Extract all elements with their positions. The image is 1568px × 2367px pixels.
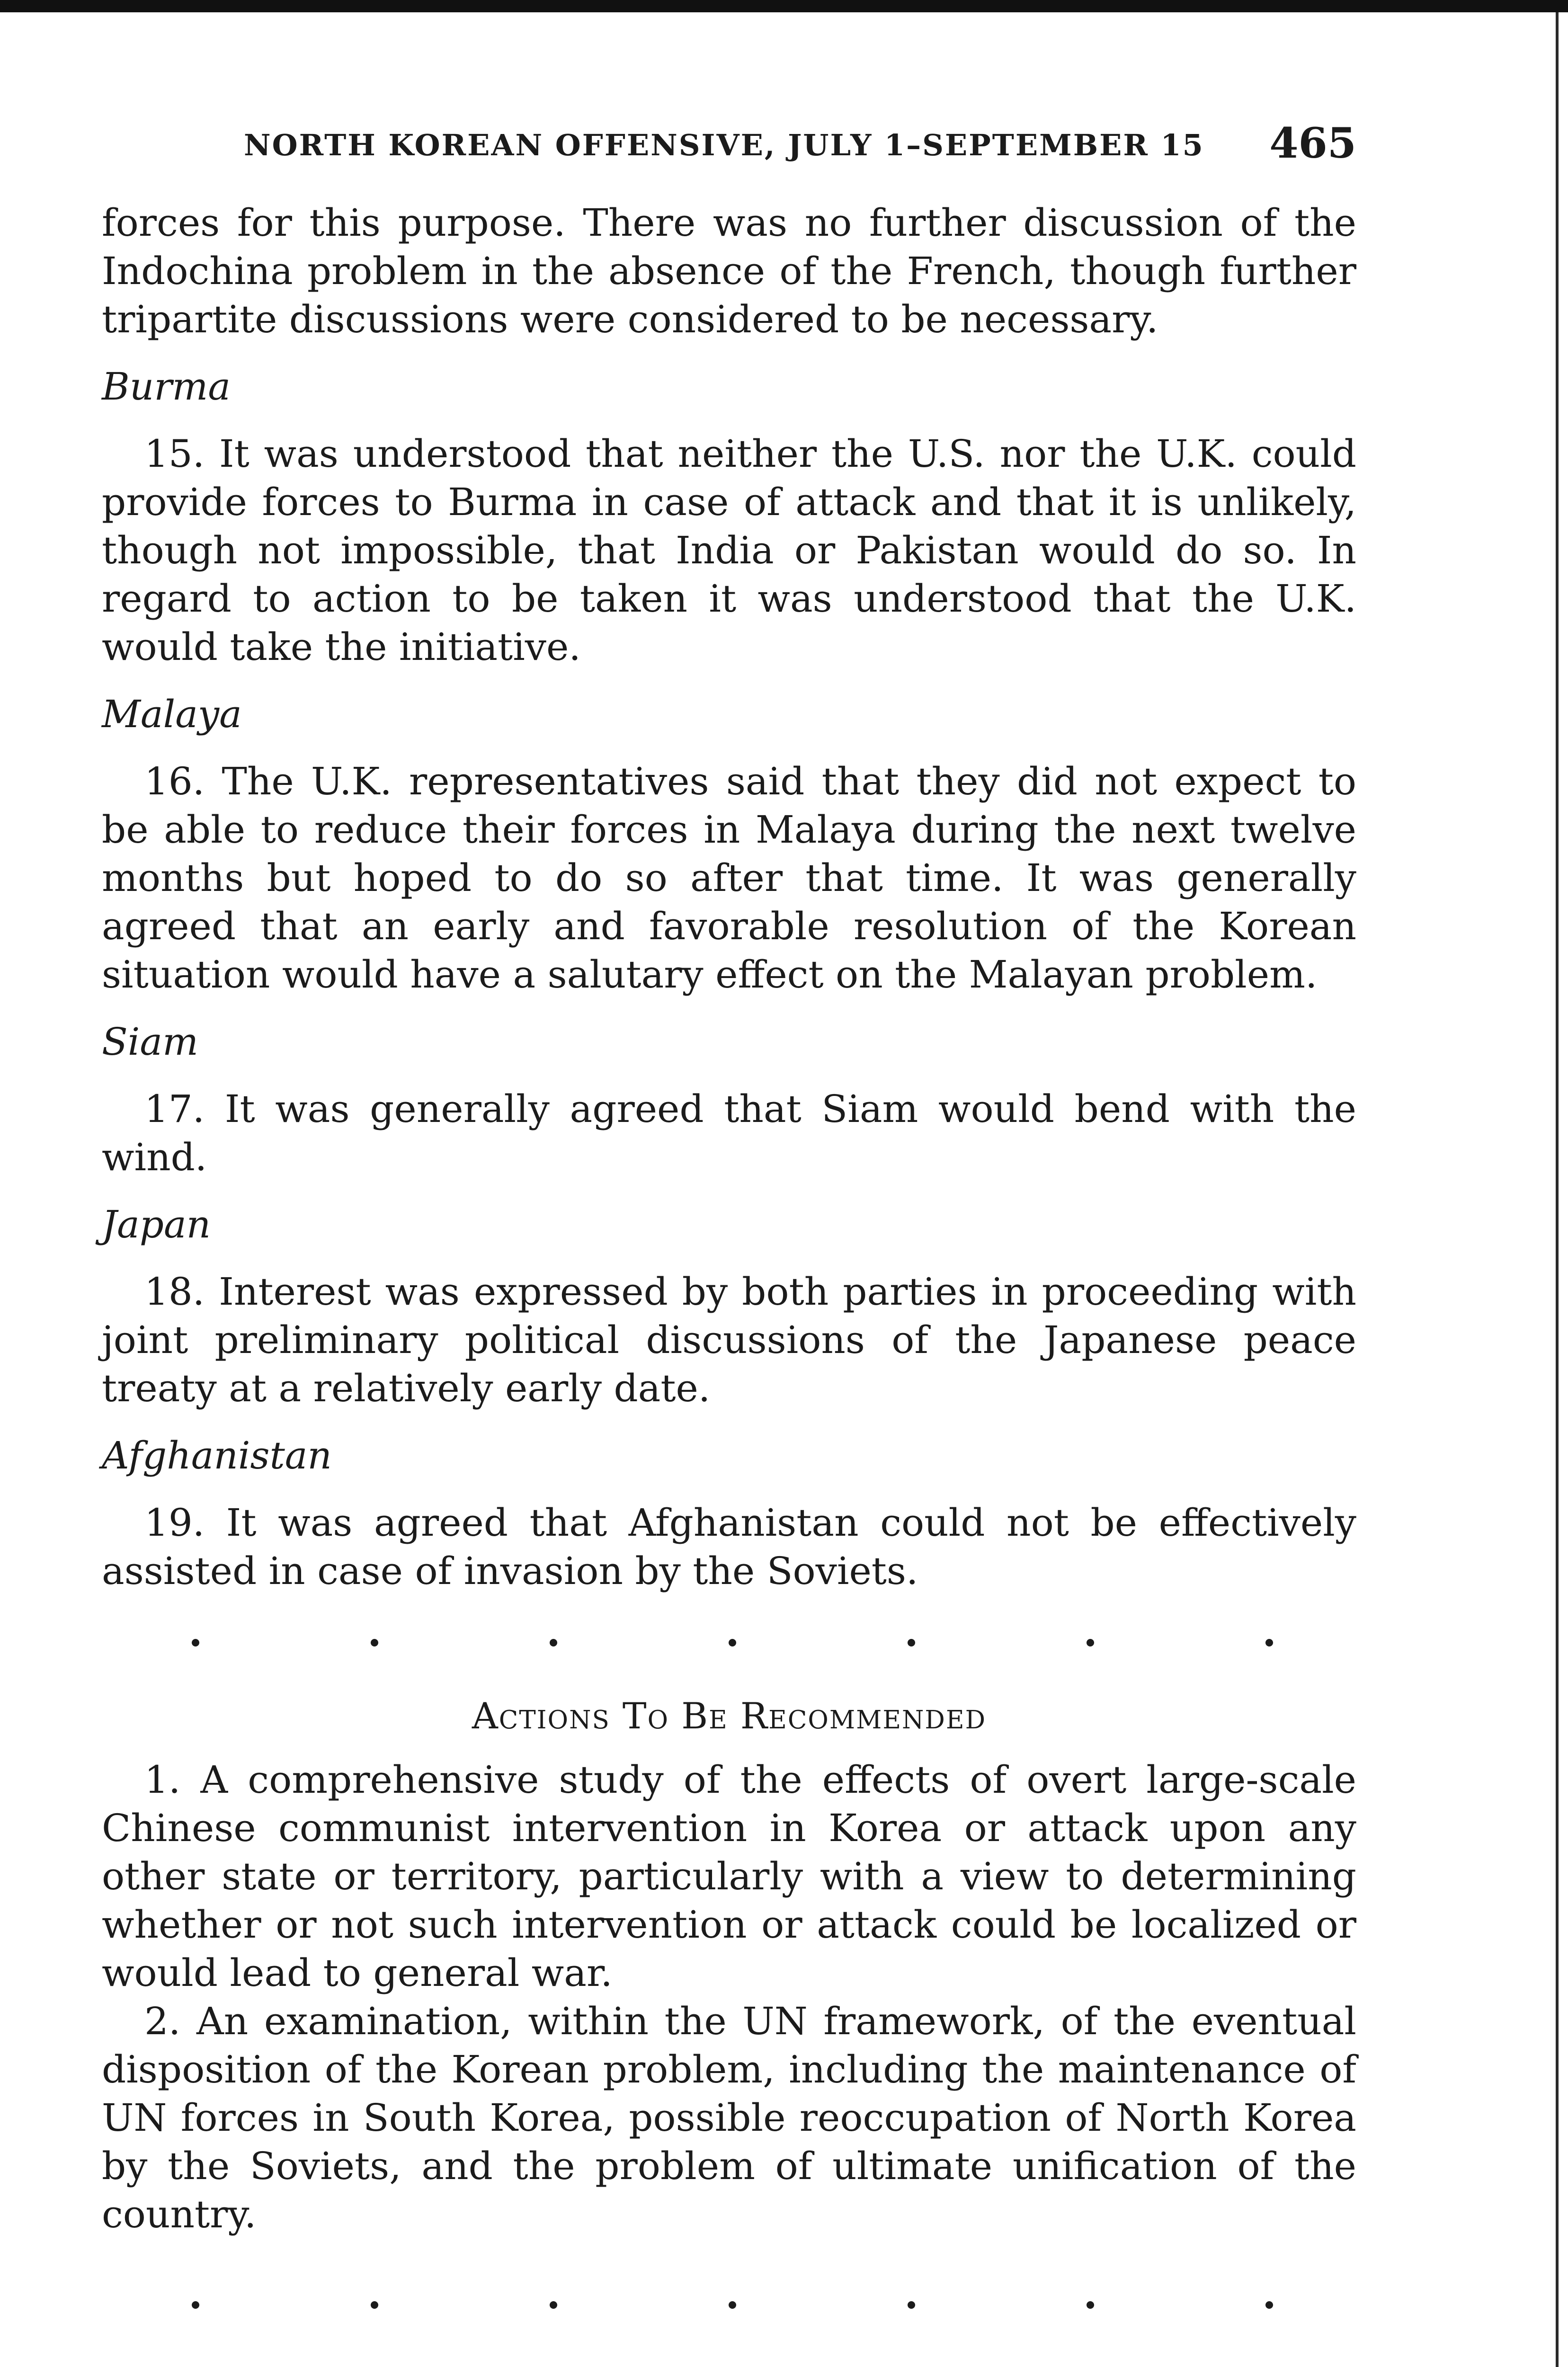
page-right-edge	[1556, 12, 1559, 2367]
action-item: 1. A comprehensive study of the effects of overt large-scale Chinese communist intervention in Korea or attack upon any other state or territory, particularly with a view to determining whether or not such intervention or attack could be localized or would lead to general war.	[102, 1758, 1356, 1995]
ellipsis-dot	[908, 2301, 915, 2309]
section-heading: Burma	[102, 365, 231, 409]
section-paragraph: 15. It was understood that neither the U.S. nor the U.K. could provide forces to Burma in case of attack and that it is unlikely, though not impossible, that India or Pakistan would do so. In regard to action to be taken it was understood that the U.K. would take the initiative.	[102, 432, 1356, 669]
section-malaya	[102, 690, 1356, 999]
actions-title: Actions To Be Recommended	[472, 1695, 987, 1737]
running-head-title: NORTH KOREAN OFFENSIVE, JULY 1–SEPTEMBER 15	[244, 128, 1204, 162]
section-heading: Afghanistan	[102, 1433, 332, 1477]
section-paragraph: 17. It was generally agreed that Siam would bend with the wind.	[102, 1087, 1356, 1179]
ellipsis-dot	[1087, 2301, 1094, 2309]
ellipsis-dot	[550, 2301, 557, 2309]
page-number: 465	[1269, 118, 1356, 168]
section-japan	[102, 1201, 1356, 1413]
ellipsis-dot	[371, 1639, 378, 1646]
running-head	[102, 118, 1356, 175]
action-item: 2. An examination, within the UN framework, of the eventual disposition of the Korean problem, including the maintenance of UN forces in South Korea, possible reoccupation of North Korea by the Soviets, and the problem of ultimate unification of the country.	[102, 1999, 1356, 2236]
ellipsis-dot	[192, 2301, 199, 2309]
ellipsis-dot	[1087, 1639, 1094, 1646]
section-heading: Malaya	[102, 692, 242, 736]
ellipsis-dot	[729, 1639, 736, 1646]
ellipsis-dot	[908, 1639, 915, 1646]
ellipsis-dot	[729, 2301, 736, 2309]
section-heading: Japan	[102, 1202, 211, 1246]
body-text	[102, 199, 1356, 2324]
ellipsis-dot	[1265, 2301, 1273, 2309]
section-paragraph: 16. The U.K. representatives said that they did not expect to be able to reduce their forces in Malaya during the next twelve months but hoped to do so after that time. It was generally agreed that an early and favorable resolution of the Korean situation would have a salutary effect on the Malayan problem.	[102, 759, 1356, 997]
section-heading: Siam	[102, 1020, 198, 1064]
ellipsis-dot	[192, 1639, 199, 1646]
section-burma	[102, 363, 1356, 671]
page-top-border	[0, 0, 1568, 12]
section-siam	[102, 1018, 1356, 1182]
ellipsis-dot	[371, 2301, 378, 2309]
ellipsis-divider	[102, 2286, 1356, 2324]
ellipsis-divider	[102, 1624, 1356, 1662]
intro-paragraph: forces for this purpose. There was no further discussion of the Indochina problem in the absence of the French, though further tripartite discussions were considered to be necessary.	[102, 201, 1356, 341]
ellipsis-dot	[1265, 1639, 1273, 1646]
ellipsis-dot	[550, 1639, 557, 1646]
section-paragraph: 18. Interest was expressed by both parties in proceeding with joint preliminary political discussions of the Japanese peace treaty at a relatively early date.	[102, 1270, 1356, 1410]
section-afghanistan	[102, 1432, 1356, 1595]
section-paragraph: 19. It was agreed that Afghanistan could not be effectively assisted in case of invasion by the Soviets.	[102, 1501, 1356, 1593]
